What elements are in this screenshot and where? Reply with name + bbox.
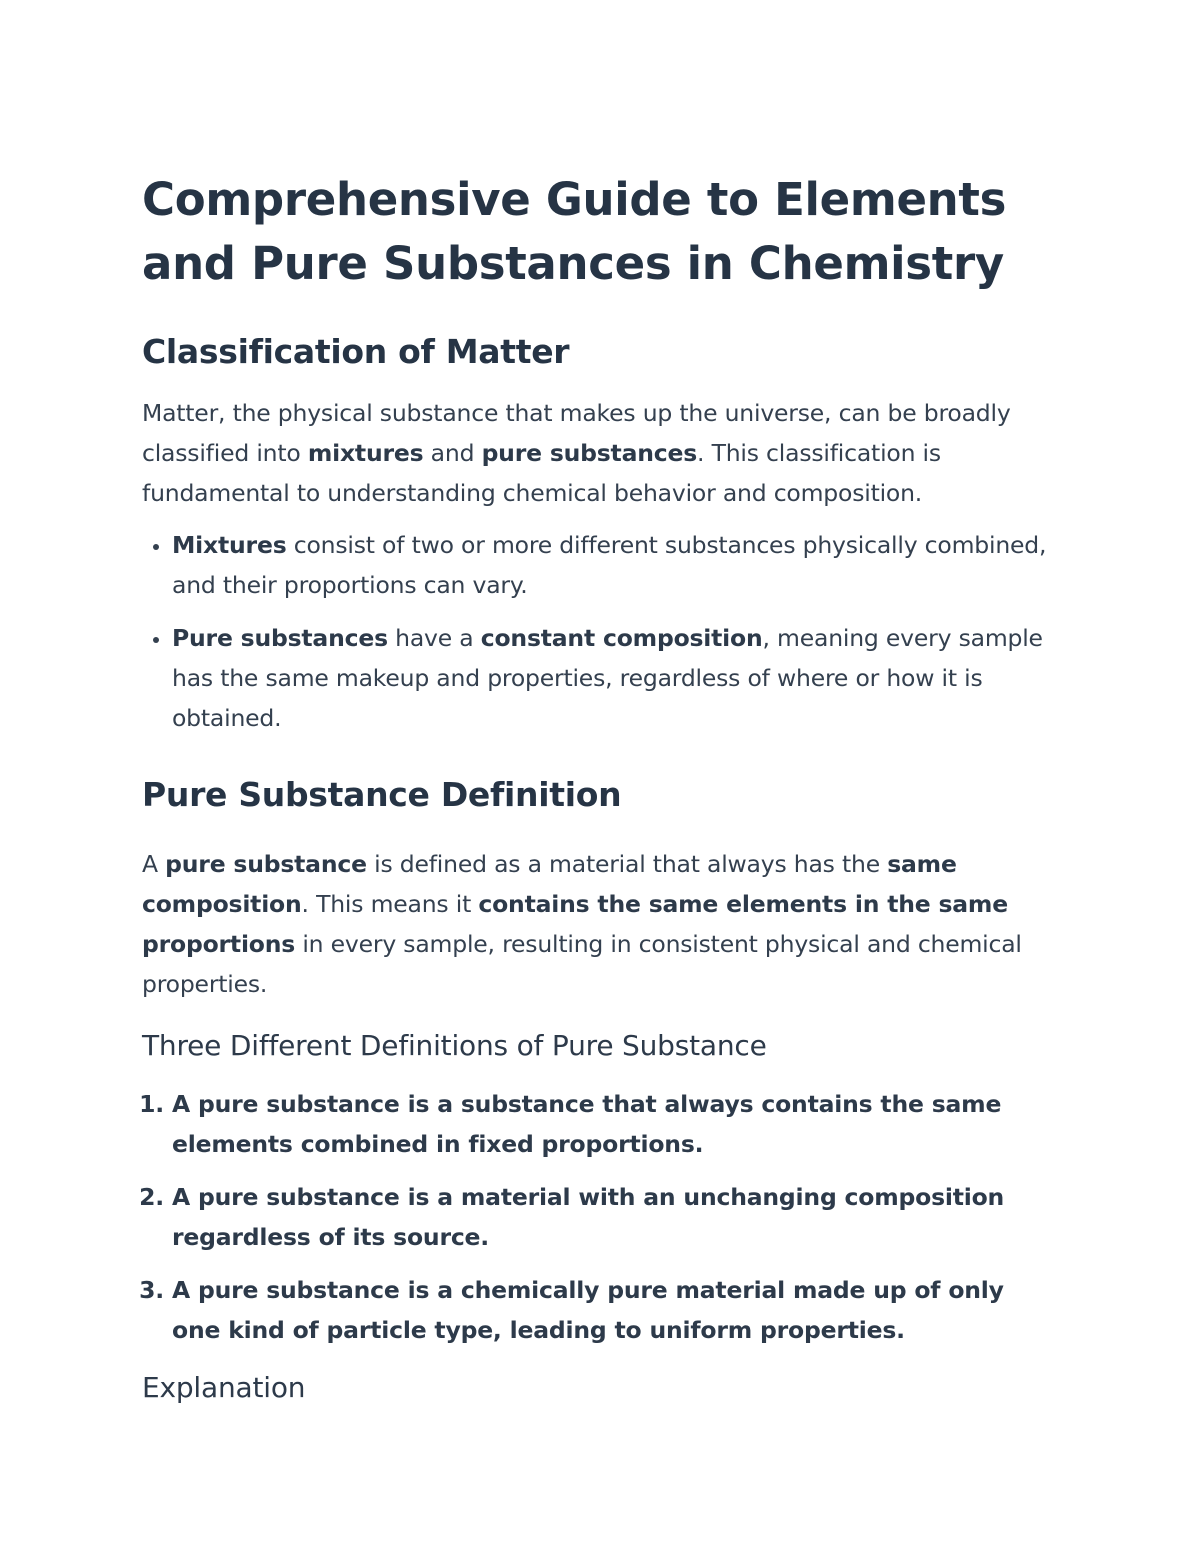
bold-term: Pure substances <box>172 624 388 652</box>
matter-bullet-list <box>142 525 1058 738</box>
text-run: A <box>142 850 166 878</box>
bold-term-pure-substances: pure substances <box>481 439 698 467</box>
definitions-numbered-list <box>142 1084 1058 1350</box>
text-run: , meaning every sample has the same makeup and properties, regardless of where or how it is obtained. <box>172 624 1043 732</box>
text-run: and <box>423 439 482 467</box>
bold-term: same composition <box>142 850 957 918</box>
list-item: 1. A pure substance is a substance that always contains the same elements combined in fixed proportions. <box>172 1084 1058 1164</box>
page-title: Comprehensive Guide to Elements and Pure Substances in Chemistry <box>142 173 1007 290</box>
text-run: have a <box>387 624 481 652</box>
list-item <box>172 525 1058 605</box>
text-run: Matter, the physical substance that makes up the universe, can be broadly classified into <box>142 399 1011 467</box>
bold-term: Mixtures <box>172 531 287 559</box>
section-heading-classification: Classification of Matter <box>142 332 570 371</box>
bold-term: contains the same elements in the same proportions <box>142 890 1008 958</box>
text-run: is defined as a material that always has the <box>366 850 888 878</box>
intro-paragraph <box>142 393 1058 513</box>
text-run: . This classification is fundamental to understanding chemical behavior and composition. <box>142 439 941 507</box>
bold-term: constant composition <box>480 624 763 652</box>
list-item: 2. A pure substance is a material with an unchanging composition regardless of its source. <box>172 1177 1058 1257</box>
text-run: . This means it <box>301 890 479 918</box>
subheading-three-definitions: Three Different Definitions of Pure Substance <box>142 1029 767 1062</box>
bold-term: pure substance <box>165 850 367 878</box>
bold-term-mixtures: mixtures <box>307 439 424 467</box>
list-item <box>172 618 1058 738</box>
list-item: 3. A pure substance is a chemically pure material made up of only one kind of particle type, leading to uniform properties. <box>172 1270 1058 1350</box>
subheading-explanation: Explanation <box>142 1371 306 1404</box>
text-run: in every sample, resulting in consistent physical and chemical properties. <box>142 930 1022 998</box>
section-heading-definition: Pure Substance Definition <box>142 775 622 814</box>
text-run: consist of two or more different substances physically combined, and their proportions can vary. <box>172 531 1047 599</box>
definition-paragraph <box>142 844 1058 1004</box>
